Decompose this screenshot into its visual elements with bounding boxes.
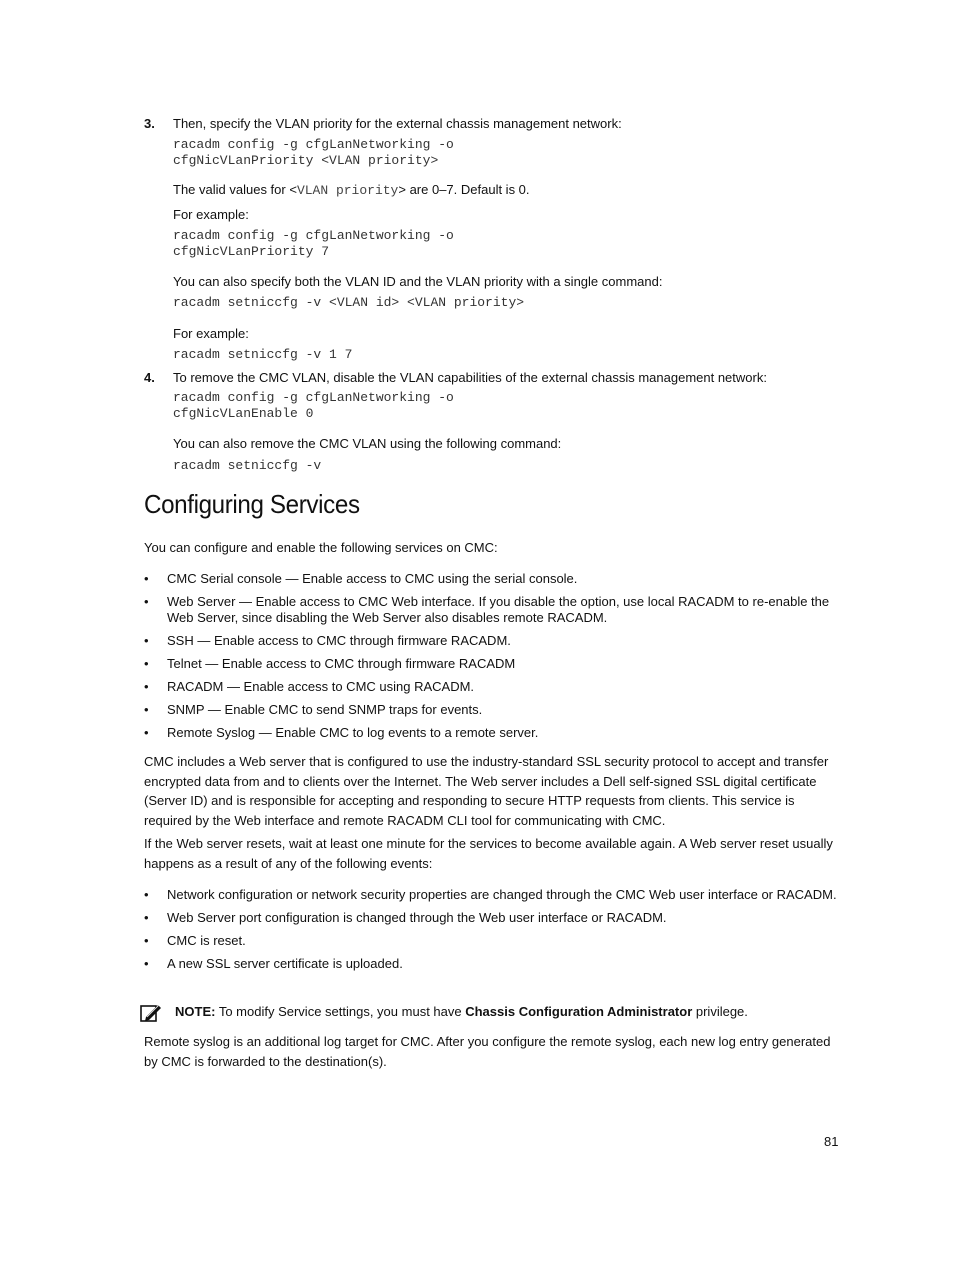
list-item: • A new SSL server certificate is uploaded.	[144, 956, 844, 972]
list-item: • RACADM — Enable access to CMC using RACADM.	[144, 679, 844, 695]
section-heading: Configuring Services	[144, 489, 360, 519]
step-text: Then, specify the VLAN priority for the external chassis management network:	[173, 116, 622, 131]
list-item: • Web Server port configuration is changed through the Web user interface or RACADM.	[144, 910, 844, 926]
code-block: racadm setniccfg -v 1 7	[173, 347, 353, 362]
example-label: For example:	[173, 326, 249, 341]
code-block: racadm config -g cfgLanNetworking -o cfgNicVLanPriority <VLAN priority>	[173, 137, 454, 168]
inline-code: VLAN priority	[296, 183, 399, 198]
note-label: NOTE:	[175, 1004, 216, 1019]
code-block: racadm setniccfg -v <VLAN id> <VLAN priority>	[173, 295, 525, 310]
pencil-note-icon	[140, 1002, 162, 1022]
valid-values-text: The valid values for <VLAN priority> are 0–7. Default is 0.	[173, 182, 530, 198]
step-number: 4.	[144, 370, 155, 385]
list-item: • Remote Syslog — Enable CMC to log events to a remote server.	[144, 725, 844, 741]
syslog-paragraph: Remote syslog is an additional log target for CMC. After you configure the remote syslog, each new log entry generated by CMC is forwarded to the destination(s).	[144, 1034, 831, 1069]
example-label: For example:	[173, 207, 249, 222]
list-item: • Telnet — Enable access to CMC through firmware RACADM	[144, 656, 844, 672]
web-server-paragraph: CMC includes a Web server that is configured to use the industry-standard SSL security protocol to accept and transfer encrypted data from and to clients over the Internet. The Web server includes a Dell self-signed SSL digital certificate (Server ID) and is responsible for accepting and responding to secure HTTP requests from clients. This service is required by the Web interface and remote RACADM CLI tool for communicating with CMC.	[144, 754, 829, 828]
list-item: • Web Server — Enable access to CMC Web interface. If you disable the option, use local RACADM to re-enable the Web Server, since disabling the Web Server also disables remote RACADM.	[144, 594, 844, 626]
remove-text: You can also remove the CMC VLAN using the following command:	[173, 436, 562, 451]
list-item: • SSH — Enable access to CMC through firmware RACADM.	[144, 633, 844, 649]
list-item: • CMC Serial console — Enable access to CMC using the serial console.	[144, 571, 844, 587]
reset-paragraph: If the Web server resets, wait at least one minute for the services to become available again. A Web server reset usually happens as a result of any of the following events:	[144, 836, 833, 871]
events-list	[144, 887, 844, 972]
section-intro: You can configure and enable the following services on CMC:	[144, 540, 498, 555]
list-item: • SNMP — Enable CMC to send SNMP traps for events.	[144, 702, 844, 718]
list-item: • CMC is reset.	[144, 933, 844, 949]
page-number: 81	[824, 1134, 839, 1149]
both-text: You can also specify both the VLAN ID and the VLAN priority with a single command:	[173, 274, 663, 289]
services-list	[144, 571, 844, 741]
step-text: To remove the CMC VLAN, disable the VLAN capabilities of the external chassis management network:	[173, 370, 767, 385]
code-block: racadm config -g cfgLanNetworking -o cfgNicVLanEnable 0	[173, 390, 454, 421]
step-number: 3.	[144, 116, 155, 131]
code-block: racadm setniccfg -v	[173, 458, 322, 473]
privilege-name: Chassis Configuration Administrator	[465, 1004, 693, 1019]
note: NOTE: To modify Service settings, you must have Chassis Configuration Administrator privilege.	[175, 1004, 748, 1019]
code-block: racadm config -g cfgLanNetworking -o cfgNicVLanPriority 7	[173, 228, 454, 259]
list-item: • Network configuration or network security properties are changed through the CMC Web user interface or RACADM.	[144, 887, 844, 903]
